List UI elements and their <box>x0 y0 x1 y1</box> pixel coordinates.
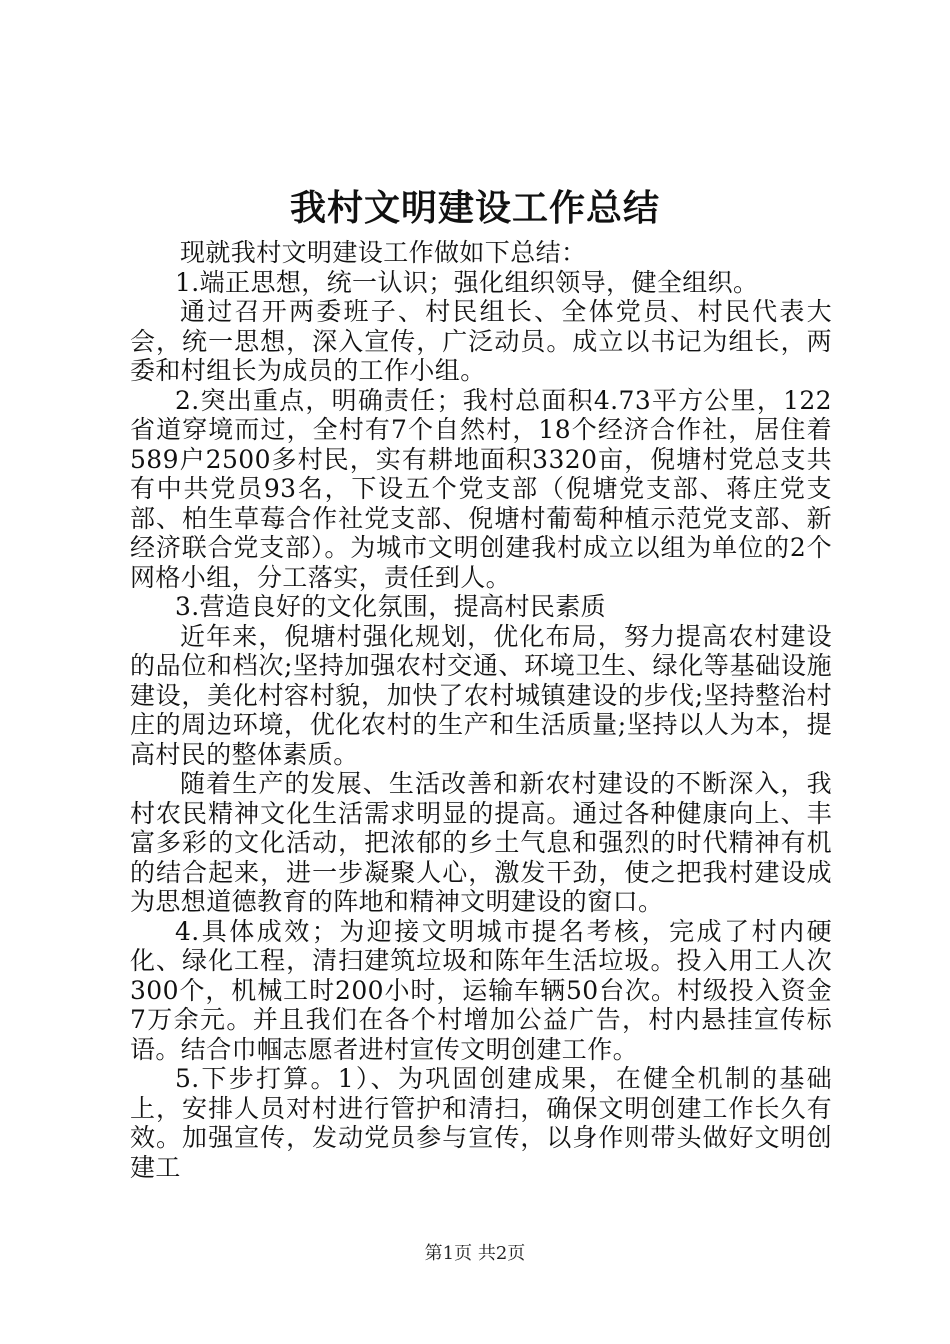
page-number-current: 第1页 <box>424 1243 473 1264</box>
paragraph-section-2: 2.突出重点，明确责任；我村总面积4.73平方公里，122省道穿境而过，全村有7个自然村，18个经济合作社，居住着589户2500多村民，实有耕地面积3320亩，倪塘村党总支共有中共党员93名，下设五个党支部（倪塘党支部、蒋庄党支部、柏生草莓合作社党支部、倪塘村葡萄种植示范党支部、新经济联合党支部）。为城市文明创建我村成立以组为单位的2个网格小组，分工落实，责任到人。 <box>130 385 832 592</box>
paragraph-section-4: 4.具体成效；为迎接文明城市提名考核，完成了村内硬化、绿化工程，清扫建筑垃圾和陈年生活垃圾。投入用工人次300个，机械工时200小时，运输车辆50台次。村级投入资金7万余元。并且我们在各个村增加公益广告，村内悬挂宣传标语。结合巾帼志愿者进村宣传文明创建工作。 <box>130 916 832 1064</box>
paragraph-section-1-body: 通过召开两委班子、村民组长、全体党员、村民代表大会，统一思想，深入宣传，广泛动员。成立以书记为组长，两委和村组长为成员的工作小组。 <box>130 297 832 385</box>
paragraph-section-3-heading: 3.营造良好的文化氛围，提高村民素质 <box>175 592 607 621</box>
paragraph-section-5: 5.下步打算。1）、为巩固创建成果，在健全机制的基础上，安排人员对村进行管护和清扫，确保文明创建工作长久有效。加强宣传，发动党员参与宣传，以身作则带头做好文明创建工 <box>130 1064 832 1182</box>
paragraph-intro: 现就我村文明建设工作做如下总结： <box>180 238 587 267</box>
paragraph-section-3-body-2: 随着生产的发展、生活改善和新农村建设的不断深入，我村农民精神文化生活需求明显的提高。通过各种健康向上、丰富多彩的文化活动，把浓郁的乡土气息和强烈的时代精神有机的结合起来，进一步凝聚人心，激发干劲，使之把我村建设成为思想道德教育的阵地和精神文明建设的窗口。 <box>130 769 832 916</box>
page-footer <box>0 1242 950 1266</box>
paragraph-section-1-heading: 1.端正思想，统一认识；强化组织领导，健全组织。 <box>175 267 759 297</box>
document-body <box>130 238 832 1182</box>
paragraph-section-3-body-1: 近年来，倪塘村强化规划，优化布局，努力提高农村建设的品位和档次;坚持加强农村交通、环境卫生、绿化等基础设施建设，美化村容村貌，加快了农村城镇建设的步伐;坚持整治村庄的周边环境，优化农村的生产和生活质量;坚持以人为本，提高村民的整体素质。 <box>130 621 832 769</box>
page-number-total: 共2页 <box>477 1243 526 1264</box>
document-title: 我村文明建设工作总结 <box>289 187 660 229</box>
